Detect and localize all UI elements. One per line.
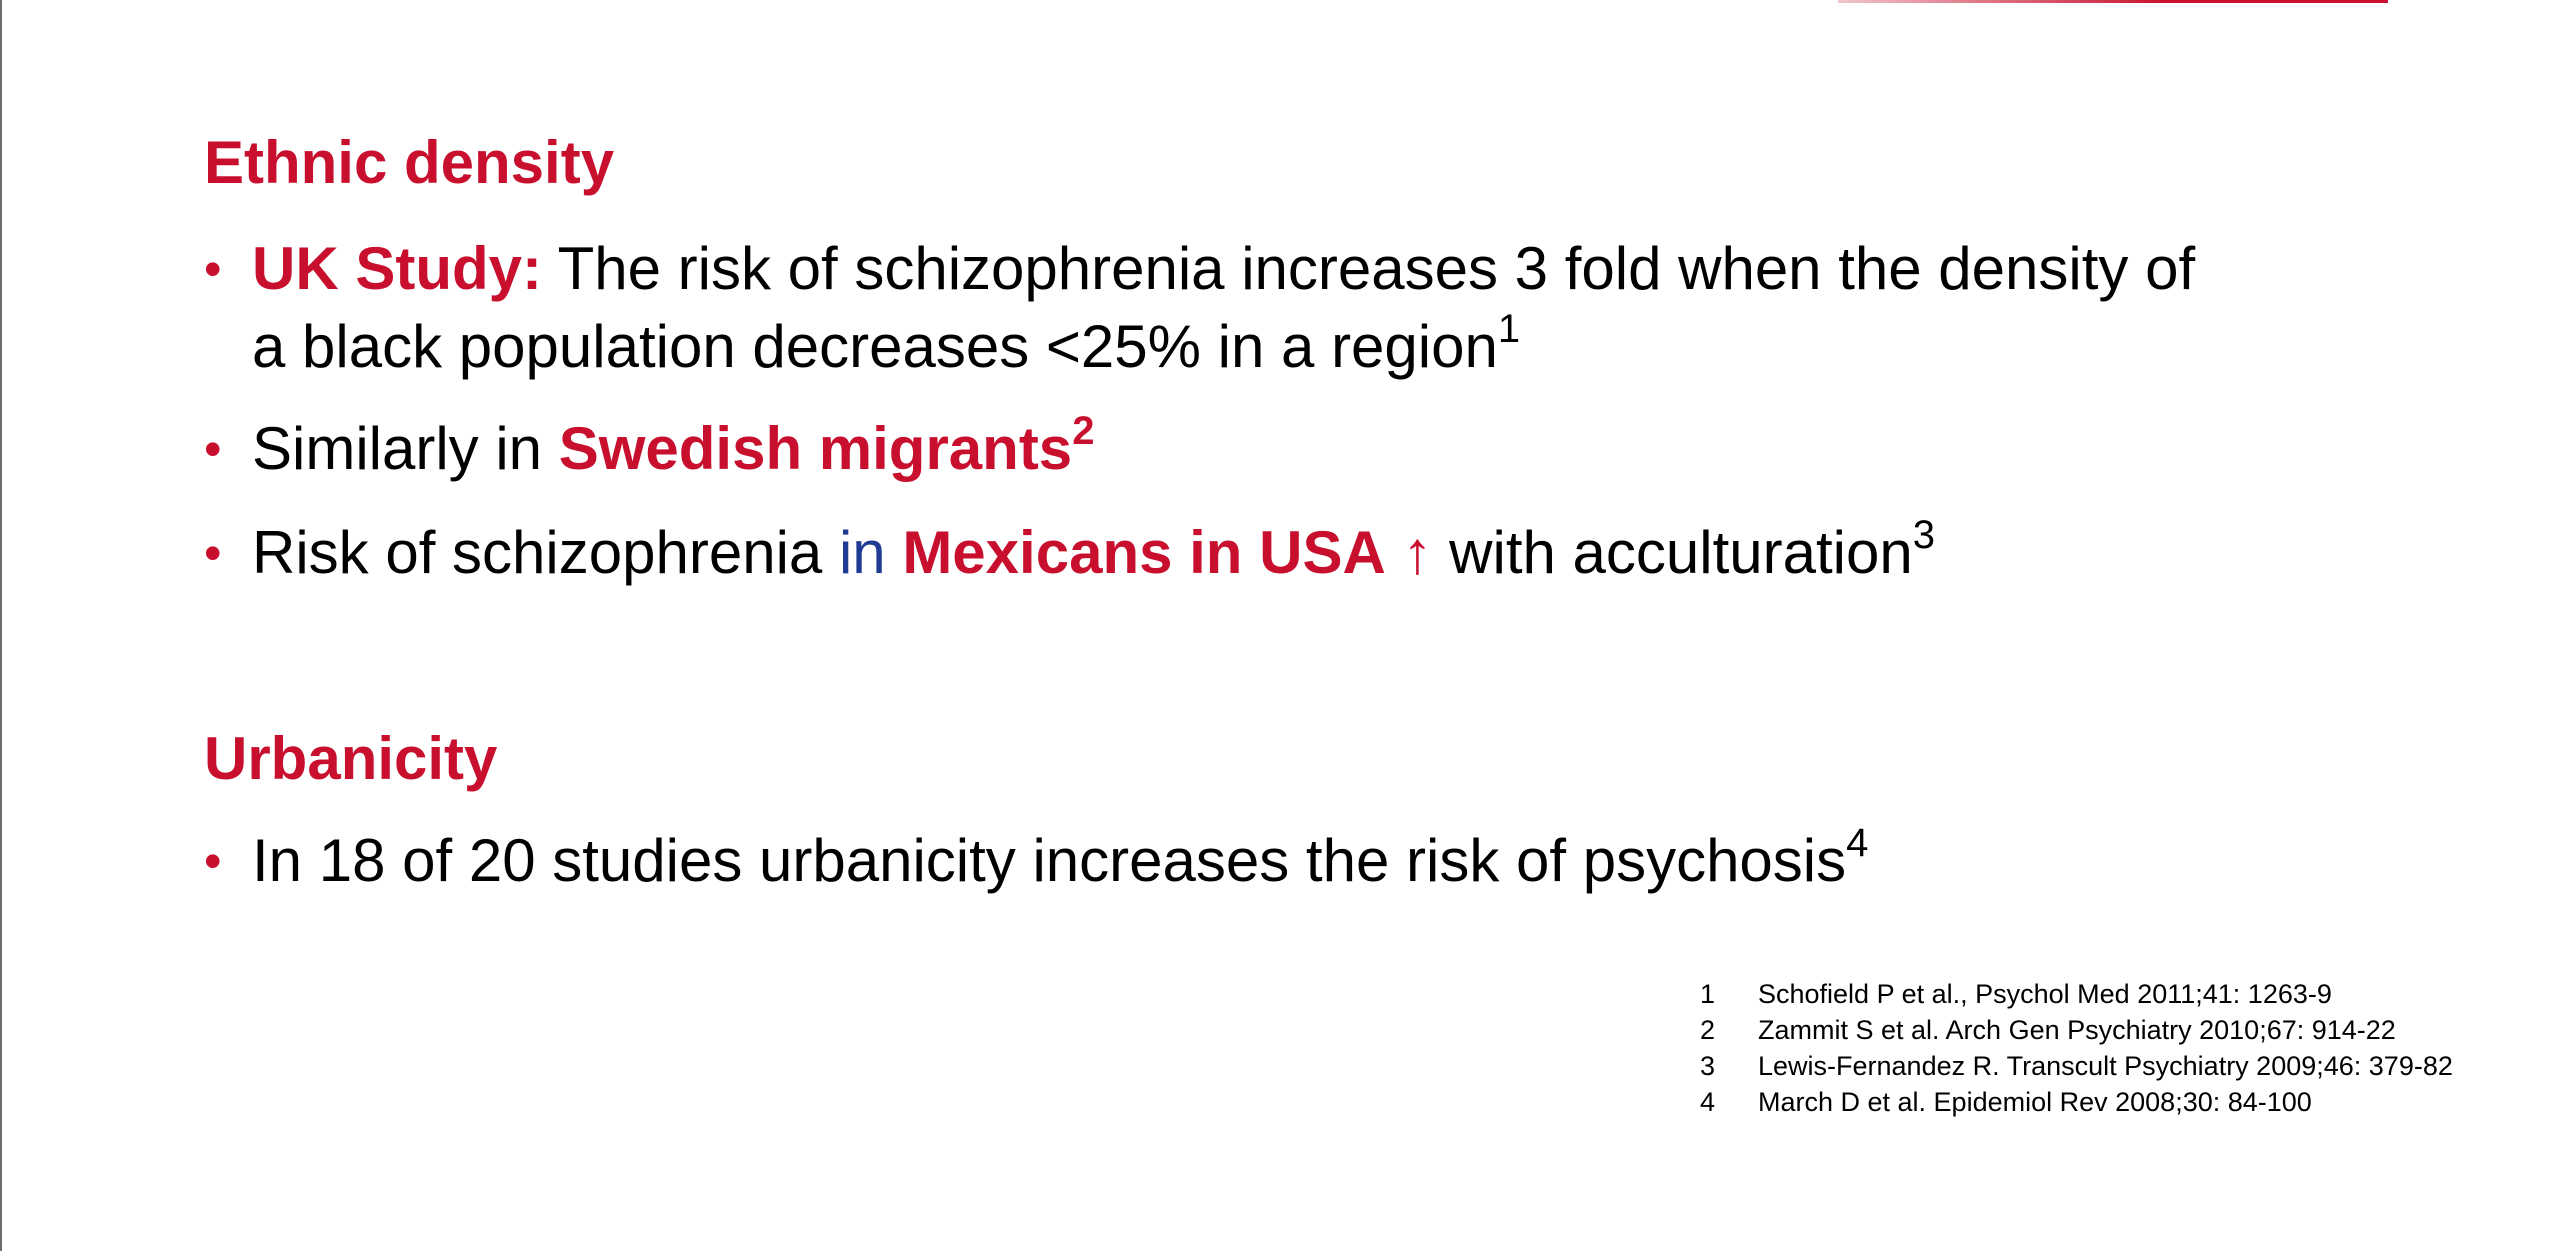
reference-number: 3 bbox=[1700, 1051, 1716, 1081]
ref-superscript: 1 bbox=[1497, 307, 1521, 351]
bullet-dot-icon: • bbox=[204, 833, 222, 889]
reference-number: 2 bbox=[1700, 1015, 1716, 1045]
heading-urbanicity: Urbanicity bbox=[204, 725, 498, 792]
reference-number: 4 bbox=[1700, 1087, 1716, 1117]
reference-item bbox=[1698, 1048, 2453, 1084]
reference-text: Zammit S et al. Arch Gen Psychiatry 2010;67: 914-22 bbox=[1758, 1015, 2396, 1045]
ref-superscript: 2 bbox=[1072, 409, 1095, 453]
mexicans-plain-text: Risk of schizophrenia bbox=[252, 519, 839, 586]
bullet-uk-study-line1 bbox=[252, 230, 2195, 308]
bullet-urbanicity-text bbox=[252, 822, 1868, 900]
mexicans-in-usa-label: Mexicans in USA bbox=[902, 519, 1386, 586]
urbanicity-text: In 18 of 20 studies urbanicity increases the risk of psychosis bbox=[252, 827, 1847, 894]
references-list bbox=[1698, 976, 2453, 1120]
reference-item bbox=[1698, 976, 2453, 1012]
top-accent-rule bbox=[1838, 0, 2388, 3]
mexicans-rest-text: with acculturation bbox=[1432, 519, 1913, 586]
bullet-dot-icon: • bbox=[204, 525, 222, 581]
bullet-dot-icon: • bbox=[204, 241, 222, 297]
mexicans-in-word: in bbox=[838, 519, 886, 586]
slide-left-border bbox=[0, 0, 2, 1251]
uk-study-line2-text: a black population decreases <25% in a region bbox=[252, 313, 1498, 380]
bullet-swedish-text bbox=[252, 410, 1094, 488]
bullet-uk-study-line2 bbox=[252, 308, 2195, 386]
reference-text: Schofield P et al., Psychol Med 2011;41: 1263-9 bbox=[1758, 979, 2332, 1009]
swedish-migrants-label: Swedish migrants bbox=[558, 415, 1073, 482]
reference-text: March D et al. Epidemiol Rev 2008;30: 84-100 bbox=[1758, 1087, 2312, 1117]
swedish-plain-text: Similarly in bbox=[252, 415, 559, 482]
uk-study-label: UK Study: bbox=[252, 235, 542, 302]
heading-ethnic-density: Ethnic density bbox=[204, 129, 615, 196]
bullet-dot-icon: • bbox=[204, 421, 222, 477]
ref-superscript: 4 bbox=[1846, 821, 1869, 865]
up-arrow-icon: ↑ bbox=[1402, 519, 1433, 586]
bullet-uk-study-text bbox=[252, 230, 2195, 386]
reference-text: Lewis-Fernandez R. Transcult Psychiatry 2009;46: 379-82 bbox=[1758, 1051, 2453, 1081]
reference-item bbox=[1698, 1084, 2453, 1120]
uk-study-line1-text: The risk of schizophrenia increases 3 fold when the density of bbox=[541, 235, 2196, 302]
reference-number: 1 bbox=[1700, 979, 1716, 1009]
bullet-mexicans-text bbox=[252, 514, 1935, 592]
reference-item bbox=[1698, 1012, 2453, 1048]
ref-superscript: 3 bbox=[1912, 513, 1935, 557]
